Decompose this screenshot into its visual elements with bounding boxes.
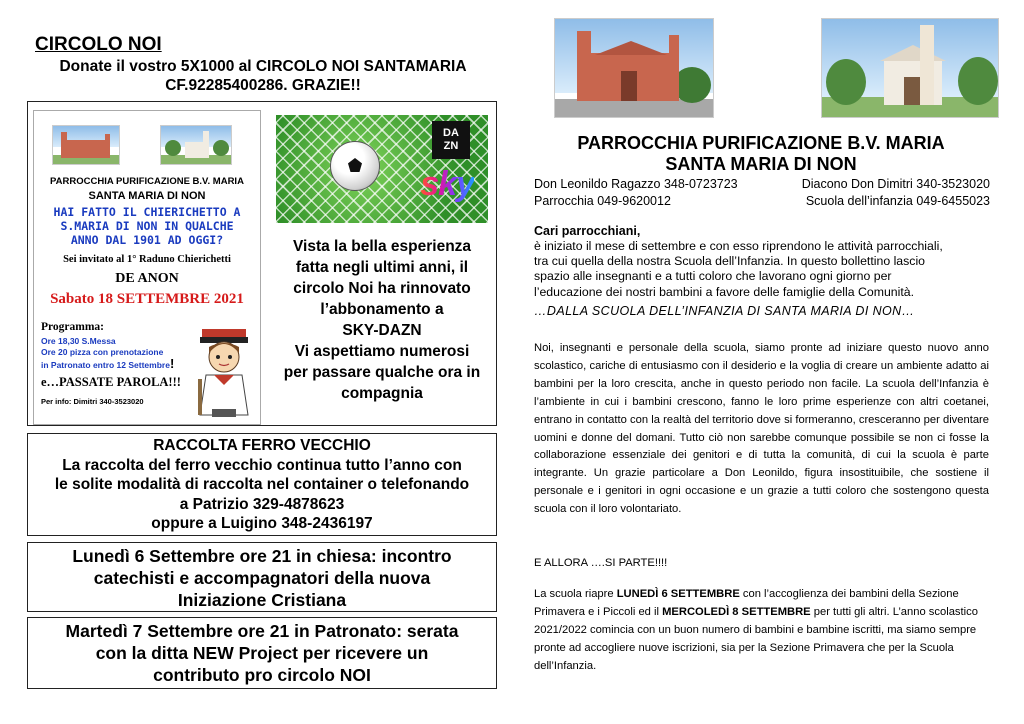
flyer-program: Ore 18,30 S.Messa Ore 20 pizza con prenotazione in Patronato entro 12 Settembre! [41, 336, 175, 371]
ferro-line-3: a Patrizio 329-4878623 [179, 495, 345, 513]
parish-name: PARROCCHIA PURIFICAZIONE B.V. MARIA SANTA MARIA DI NON [577, 133, 945, 174]
patronato-line-2: con la ditta NEW Project per ricevere un [95, 643, 429, 663]
allora-line: E ALLORA ….SI PARTE!!!! [534, 557, 668, 569]
dazn-logo: DA ZN [432, 121, 470, 159]
dazn-sky-image [276, 115, 488, 223]
riapre-paragraph: La scuola riapre LUNEDÌ 6 SETTEMBRE con l’accoglienza dei bambini della Sezione Primavera e i Piccoli ed il MERCOLEDÌ 8 SETTEMBRE per tutti gli altri. L’anno scolastico 2021/2022 comincia con un buon numero di bambini e bambine iscritti, ma siamo sempre pronte ad accogliere nuove iscrizioni, sia per la Sezione Primavera che per la Scuola dell’Infanzia. [534, 588, 978, 672]
school-paragraph: Noi, insegnanti e personale della scuola, siamo pronte ad iniziare questo nuovo anno scolastico, cariche di entusiasmo con il desiderio e la voglia di creare un ambiente adatto ai bambini per la loro crescita, anche in questo periodo non facile. La scuola dell’Infanzia è l’ambiente in cui i bambini crescono, fanno le loro prime esperienze con altri coetanei, entrano in contatto con la realtà del territorio dove si formeranno, cresceranno per diventare uomini e donne del domani. Tutto ciò non sarebbe comunque possibile se non ci fosse la collaborazione essenziale dei genitori e di tutta la comunità, di cui la scuola è parte integrante. Un grazie particolare a Don Leonildo, figura insostituibile, che sostiene il personale e i genitori in ogni occasione e un grazie a tutti coloro che sostengono questa scuola con il loro volontariato. [534, 342, 989, 516]
football-icon [330, 141, 380, 191]
flyer-invite: Sei invitato al 1° Raduno Chierichetti [63, 254, 231, 265]
flyer-info: Per info: Dimitri 340-3523020 [41, 397, 144, 406]
flyer-question: HAI FATTO IL CHIERICHETTO A S.MARIA DI NON IN QUALCHE ANNO DAL 1901 AD OGGI? [53, 205, 241, 247]
altar-boy-illustration [194, 327, 254, 419]
patronato-line-3: contributo pro circolo NOI [153, 665, 371, 685]
flyer-program-label: Programma: [41, 321, 105, 333]
patronato-box [27, 617, 497, 689]
ferro-title: RACCOLTA FERRO VECCHIO [153, 437, 371, 454]
letter-body: è iniziato il mese di settembre e con esso riprendono le attività parrocchiali, tra cui quella della nostra Scuola dell’Infanzia. In questo bollettino lascio spazio alle insegnanti e a tutti coloro che lavorano ogni giorno per l’educazione dei nostri bambini a favore delle famiglie della Comunità. [534, 239, 943, 299]
contact-scuola: Scuola dell’infanzia 049-6455023 [805, 194, 990, 208]
donate-5x1000 [30, 57, 496, 95]
flyer-church-photo-2 [160, 125, 232, 165]
letter-greeting: Cari parrocchiani, [534, 224, 641, 238]
chierichetti-flyer [33, 110, 261, 425]
flyer-parish: PARROCCHIA PURIFICAZIONE B.V. MARIA [50, 176, 244, 187]
sky-dazn-announcement: Vista la bella esperienza fatta negli ultimi anni, il circolo Noi ha rinnovato l’abbonamento a SKY-DAZN Vi aspettiamo numerosi per passare qualche ora in compagnia [283, 238, 481, 402]
ferro-line-2: le solite modalità di raccolta nel container o telefonando [54, 476, 470, 493]
ferro-line-4: oppure a Luigino 348-2436197 [151, 515, 373, 532]
ferro-line-1: La raccolta del ferro vecchio continua tutto l’anno con [62, 456, 462, 474]
school-heading: …DALLA SCUOLA DELL’INFANZIA DI SANTA MARIA DI NON… [534, 304, 915, 318]
contact-don-leonildo: Don Leonildo Ragazzo 348-0723723 [534, 177, 738, 191]
date-lunedi: LUNEDÌ 6 SETTEMBRE [616, 588, 740, 600]
flyer-church-photo-1 [52, 125, 120, 165]
donate-line-1: Donate il vostro 5X1000 al CIRCOLO NOI SANTAMARIA [59, 58, 467, 75]
flyer-passate: e…PASSATE PAROLA!!! [41, 375, 181, 389]
flyer-de-anon: DE ANON [115, 271, 179, 286]
catechisti-line-3: Iniziazione Cristiana [177, 590, 347, 610]
church-photo-white [821, 18, 999, 118]
patronato-line-1: Martedì 7 Settembre ore 21 in Patronato: serata [65, 621, 459, 641]
donate-line-2: CF.92285400286. GRAZIE!! [165, 77, 361, 94]
sky-logo: sky [420, 165, 474, 203]
flyer-date: Sabato 18 SETTEMBRE 2021 [50, 291, 244, 307]
flyer-place: SANTA MARIA DI NON [88, 190, 206, 202]
contact-parrocchia: Parrocchia 049-9620012 [534, 194, 671, 208]
circolo-title: CIRCOLO NOI [35, 34, 162, 55]
catechisti-box [27, 542, 497, 612]
contact-diacono: Diacono Don Dimitri 340-3523020 [801, 177, 990, 191]
church-photo-brick [554, 18, 714, 118]
catechisti-line-2: catechisti e accompagnatori della nuova [93, 568, 431, 588]
date-mercoledi: MERCOLEDÌ 8 SETTEMBRE [662, 606, 811, 618]
ferro-vecchio-box [27, 433, 497, 536]
catechisti-line-1: Lunedì 6 Settembre ore 21 in chiesa: incontro [72, 546, 452, 566]
